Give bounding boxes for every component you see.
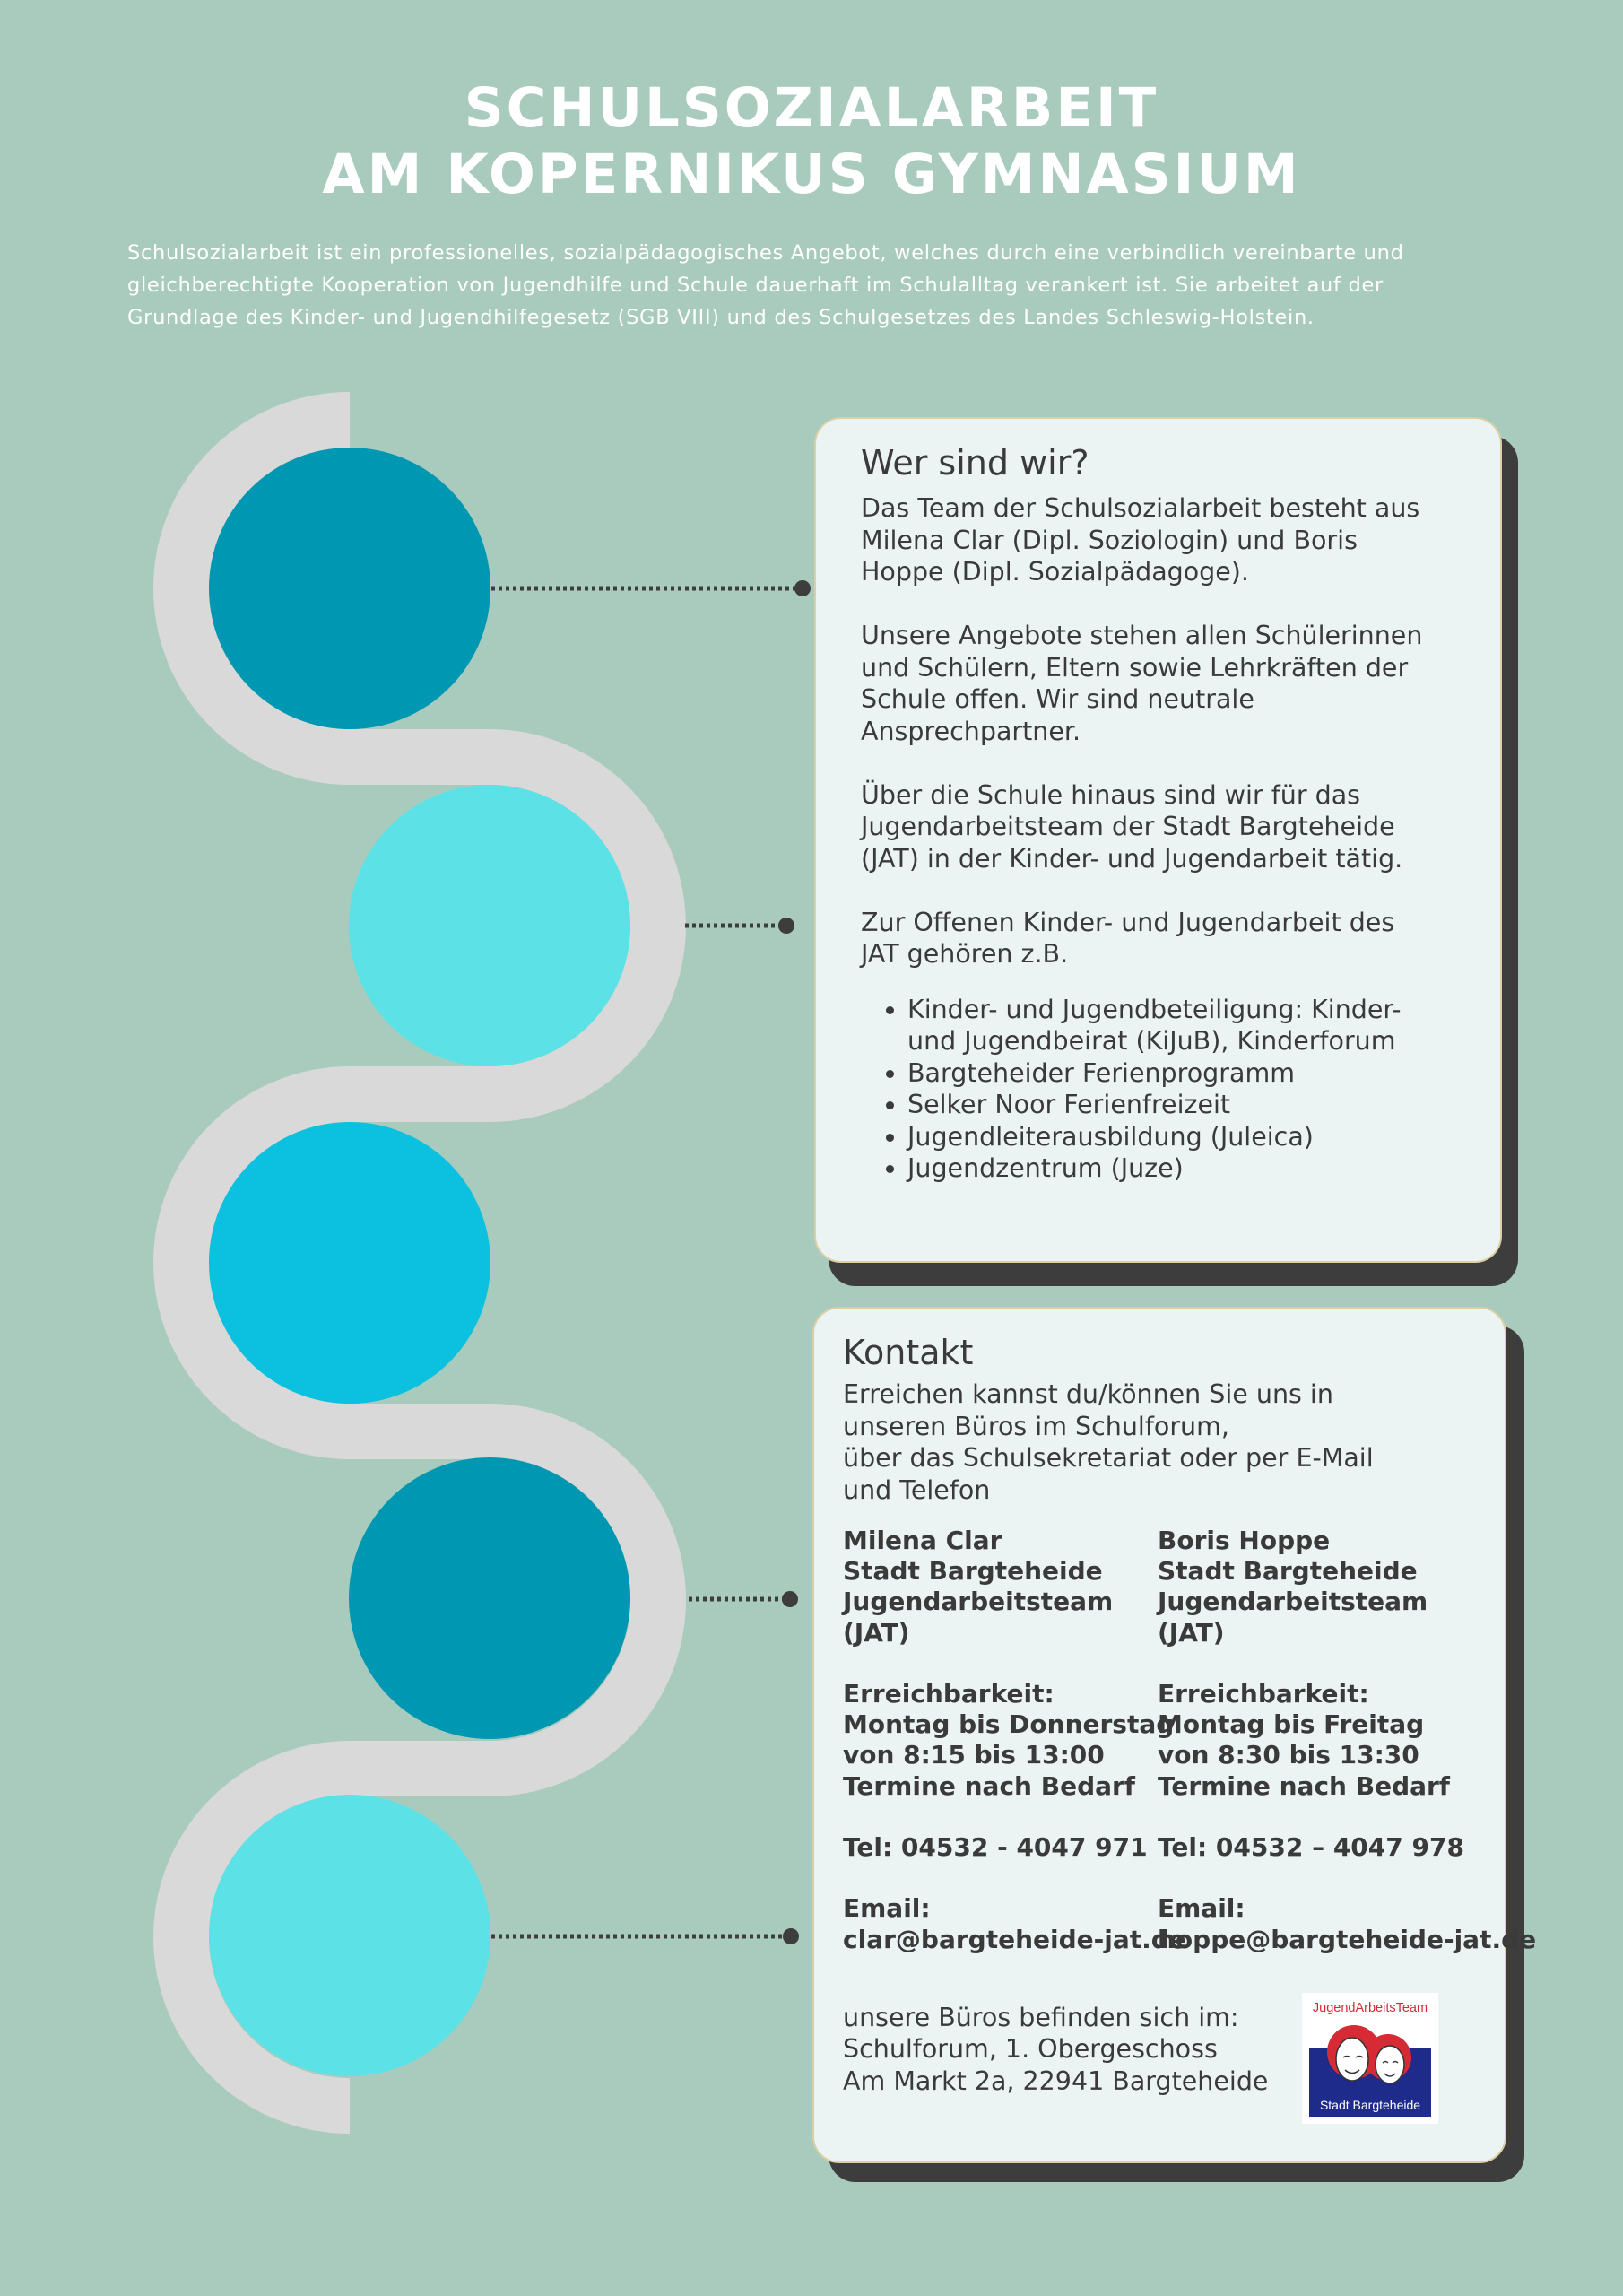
person-org: Stadt Bargteheide (1158, 1556, 1418, 1587)
email-label: Email: (843, 1893, 931, 1924)
text-line: unseren Büros im Schulforum, (843, 1411, 1229, 1441)
list-item: • Selker Noor Ferienfreizeit (907, 1089, 1464, 1121)
timeline-circle-5 (209, 1795, 490, 2076)
list-item: • Jugendzentrum (Juze) (907, 1152, 1464, 1185)
person-org: (JAT) (843, 1617, 910, 1648)
text-line: JAT gehören z.B. (861, 939, 1069, 969)
contact-intro (843, 1378, 1496, 1506)
about-paragraph-4 (861, 907, 1464, 970)
text-line: Erreichen kannst du/können Sie uns in (843, 1379, 1333, 1409)
text-line: und Telefon (843, 1474, 991, 1505)
about-paragraph-2 (861, 620, 1464, 747)
timeline-circle-4 (349, 1457, 630, 1739)
about-paragraph-3 (861, 779, 1464, 875)
text-line: (JAT) in der Kinder- und Jugendarbeit tätig. (861, 843, 1403, 874)
connector-dot-4 (783, 1928, 799, 1944)
email-link[interactable]: clar@bargteheide-jat.de (843, 1924, 1186, 1954)
text-line: unsere Büros befinden sich im: (843, 2002, 1239, 2032)
connector-dot-2 (778, 918, 794, 934)
intro-line: gleichberechtigte Kooperation von Jugendhilfe und Schule dauerhaft im Schulalltag verankert ist. Sie arbeitet auf der (127, 274, 1384, 297)
intro-line: Schulsozialarbeit ist ein professionelles, sozialpädagogisches Angebot, welches durch eine verbindlich vereinbarte und (127, 241, 1404, 265)
availability-hours: von 8:15 bis 13:00 (843, 1740, 1105, 1770)
text-line: Am Markt 2a, 22941 Bargteheide (843, 2066, 1269, 2096)
text-line: Jugendarbeitsteam der Stadt Bargteheide (861, 812, 1395, 841)
availability-days: Montag bis Donnerstag (843, 1709, 1175, 1740)
person-org: (JAT) (1158, 1617, 1225, 1648)
list-item: • Jugendleiterausbildung (Juleica) (907, 1121, 1464, 1153)
availability-label: Erreichbarkeit: (843, 1679, 1055, 1709)
availability-days: Montag bis Freitag (1158, 1709, 1425, 1740)
availability-note: Termine nach Bedarf (1158, 1770, 1450, 1801)
phone-number[interactable]: Tel: 04532 - 4047 971 (843, 1832, 1148, 1862)
email-label: Email: (1158, 1893, 1245, 1924)
timeline-circle-3 (209, 1122, 490, 1404)
logo-bottom-text: Stadt Bargteheide (1319, 2098, 1421, 2112)
title-line-2: AM KOPERNIKUS GYMNASIUM (322, 143, 1301, 206)
list-item (907, 994, 1464, 1057)
offer-list (861, 994, 1464, 1185)
text-line: Hoppe (Dipl. Sozialpädagoge). (861, 557, 1249, 587)
about-heading: Wer sind wir? (861, 443, 1089, 483)
connector-dot-3 (782, 1591, 798, 1607)
title-line-1: SCHULSOZIALARBEIT (464, 76, 1159, 140)
contact-person-clar (843, 1526, 1186, 1955)
person-org: Jugendarbeitsteam (1158, 1587, 1428, 1617)
text-line: und Jugendbeirat (KiJuB), Kinderforum (907, 1026, 1396, 1056)
contact-person-hoppe (1158, 1526, 1536, 1955)
person-name: Milena Clar (843, 1526, 1002, 1555)
text-line: über das Schulsekretariat oder per E-Mail (843, 1443, 1374, 1473)
text-line: Unsere Angebote stehen allen Schülerinnen (861, 621, 1423, 650)
text-line: Zur Offenen Kinder- und Jugendarbeit des (861, 907, 1395, 937)
text-line: Milena Clar (Dipl. Soziologin) und Boris (861, 525, 1358, 555)
text-line: Über die Schule hinaus sind wir für das (861, 779, 1361, 810)
text-line: und Schülern, Eltern sowie Lehrkräften der (861, 652, 1409, 683)
about-paragraph-1 (861, 492, 1464, 588)
contact-heading: Kontakt (843, 1333, 974, 1372)
list-item: • Bargteheider Ferienprogramm (907, 1057, 1464, 1090)
text-line: Schulforum, 1. Obergeschoss (843, 2034, 1218, 2065)
text-line: Das Team der Schulsozialarbeit besteht aus (861, 493, 1420, 523)
email-link[interactable]: hoppe@bargteheide-jat.de (1158, 1924, 1537, 1954)
timeline-circle-2 (349, 785, 630, 1066)
jat-logo (1302, 1993, 1438, 2124)
phone-number[interactable]: Tel: 04532 – 4047 978 (1158, 1832, 1464, 1862)
text-line: Ansprechpartner. (861, 716, 1081, 746)
connector-dot-1 (794, 580, 811, 596)
person-name: Boris Hoppe (1158, 1526, 1331, 1555)
logo-top-text: JugendArbeitsTeam (1312, 2001, 1428, 2015)
intro-line: Grundlage des Kinder- und Jugendhilfegesetz (SGB VIII) und des Schulgesetzes des Landes Schleswig-Holstein. (127, 306, 1315, 329)
person-org: Jugendarbeitsteam (843, 1587, 1114, 1617)
availability-label: Erreichbarkeit: (1158, 1679, 1369, 1709)
about-card (814, 417, 1502, 1263)
availability-note: Termine nach Bedarf (843, 1770, 1135, 1801)
contact-columns (843, 1526, 1537, 1955)
text-line: Kinder- und Jugendbeteiligung: Kinder- (907, 994, 1402, 1024)
person-org: Stadt Bargteheide (843, 1556, 1103, 1587)
text-line: Schule offen. Wir sind neutrale (861, 684, 1254, 714)
timeline-circle-1 (209, 448, 490, 729)
availability-hours: von 8:30 bis 13:30 (1158, 1740, 1419, 1770)
